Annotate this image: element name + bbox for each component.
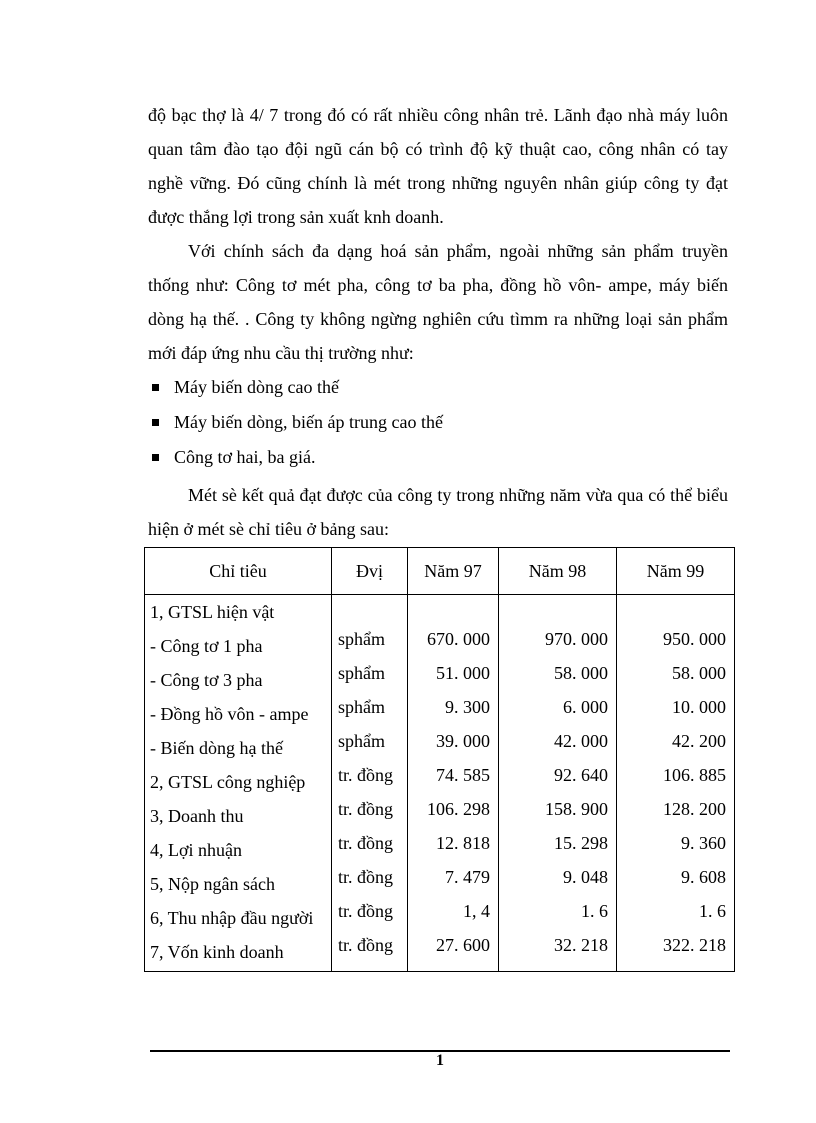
- value-cell: 128. 200: [663, 799, 726, 819]
- value-cell: 39. 000: [436, 731, 490, 751]
- value-cell: 6. 000: [563, 697, 608, 717]
- value-cell: 9. 608: [681, 867, 726, 887]
- indicator-label: 3, Doanh thu: [150, 806, 244, 826]
- year-99-column: [617, 595, 735, 972]
- bullet-item: Máy biến dòng, biến áp trung cao thế: [148, 405, 443, 440]
- value-cell: 9. 300: [445, 697, 490, 717]
- value-cell: 670. 000: [427, 629, 490, 649]
- value-cell: 1, 4: [463, 901, 490, 921]
- value-cell: 74. 585: [436, 765, 490, 785]
- value-cell: 15. 298: [554, 833, 608, 853]
- value-cell: 950. 000: [663, 629, 726, 649]
- paragraph-results: Mét sè kết quả đạt được của công ty trong những năm vừa qua có thể biểu hiện ở mét sè chỉ tiêu ở bảng sau:: [148, 485, 728, 539]
- unit-column: [332, 595, 408, 972]
- product-bullet-list: [148, 370, 443, 475]
- indicator-column: [145, 595, 332, 972]
- indicator-label: 7, Vốn kinh doanh: [150, 942, 284, 962]
- indicator-label: 1, GTSL hiện vật: [150, 602, 275, 622]
- unit-cell: tr. đồng: [338, 765, 394, 785]
- unit-cell: tr. đồng: [338, 935, 394, 955]
- header-year-97: Năm 97: [408, 548, 499, 595]
- unit-cell: sphẩm: [338, 731, 385, 751]
- unit-cell: sphẩm: [338, 697, 385, 717]
- unit-cell: tr. đồng: [338, 799, 394, 819]
- value-cell: 106. 298: [427, 799, 490, 819]
- value-cell: 1. 6: [581, 901, 608, 921]
- indicator-label: - Biến dòng hạ thế: [150, 738, 283, 758]
- value-cell: 158. 900: [545, 799, 608, 819]
- value-cell: 1. 6: [699, 901, 726, 921]
- year-97-column: [408, 595, 499, 972]
- table-body-row: [145, 595, 735, 972]
- table-header-row: [145, 548, 735, 595]
- unit-cell: sphẩm: [338, 663, 385, 683]
- value-cell: 12. 818: [436, 833, 490, 853]
- indicator-label: 2, GTSL công nghiệp: [150, 772, 306, 792]
- results-table: [144, 547, 735, 972]
- page-number: 1: [436, 1052, 444, 1069]
- unit-cell: tr. đồng: [338, 867, 394, 887]
- value-cell: 9. 360: [681, 833, 726, 853]
- indicator-label: - Công tơ 1 pha: [150, 636, 263, 656]
- value-cell: 7. 479: [445, 867, 490, 887]
- unit-cell: tr. đồng: [338, 901, 394, 921]
- value-cell: 10. 000: [672, 697, 726, 717]
- indicator-label: - Đồng hồ vôn - ampe: [150, 704, 309, 724]
- value-cell: 92. 640: [554, 765, 608, 785]
- value-cell: 42. 200: [672, 731, 726, 751]
- value-cell: 27. 600: [436, 935, 490, 955]
- header-year-99: Năm 99: [617, 548, 735, 595]
- value-cell: 58. 000: [672, 663, 726, 683]
- value-cell: 9. 048: [563, 867, 608, 887]
- bullet-item: Công tơ hai, ba giá.: [148, 440, 443, 475]
- indicator-label: - Công tơ 3 pha: [150, 670, 263, 690]
- indicator-label: 6, Thu nhập đầu người: [150, 908, 314, 928]
- bullet-item: Máy biến dòng cao thế: [148, 370, 443, 405]
- value-cell: 970. 000: [545, 629, 608, 649]
- year-98-column: [499, 595, 617, 972]
- value-cell: 32. 218: [554, 935, 608, 955]
- value-cell: 322. 218: [663, 935, 726, 955]
- header-indicator: Chỉ tiêu: [145, 548, 332, 595]
- unit-cell: tr. đồng: [338, 833, 394, 853]
- unit-cell: sphẩm: [338, 629, 385, 649]
- indicator-label: 4, Lợi nhuận: [150, 840, 243, 860]
- value-cell: 42. 000: [554, 731, 608, 751]
- header-year-98: Năm 98: [499, 548, 617, 595]
- paragraph-products: Với chính sách đa dạng hoá sản phẩm, ngoài những sản phẩm truyền thống như: Công tơ mét pha, công tơ ba pha, đồng hồ vôn- ampe, máy biến dòng hạ thế. . Công ty không ngừng nghiên cứu tìmm ra những loại sản phẩm mới đáp ứng nhu cầu thị trường như:: [148, 241, 728, 363]
- value-cell: 58. 000: [554, 663, 608, 683]
- paragraph-intro: độ bạc thợ là 4/ 7 trong đó có rất nhiều công nhân trẻ. Lãnh đạo nhà máy luôn quan tâm đào tạo đội ngũ cán bộ có trình độ kỹ thuật cao, công nhân có tay nghề vững. Đó cũng chính là mét trong những nguyên nhân giúp công ty đạt được thắng lợi trong sản xuất knh doanh.: [148, 105, 728, 227]
- value-cell: 106. 885: [663, 765, 726, 785]
- indicator-label: 5, Nộp ngân sách: [150, 874, 275, 894]
- header-unit: Đvị: [332, 548, 408, 595]
- value-cell: 51. 000: [436, 663, 490, 683]
